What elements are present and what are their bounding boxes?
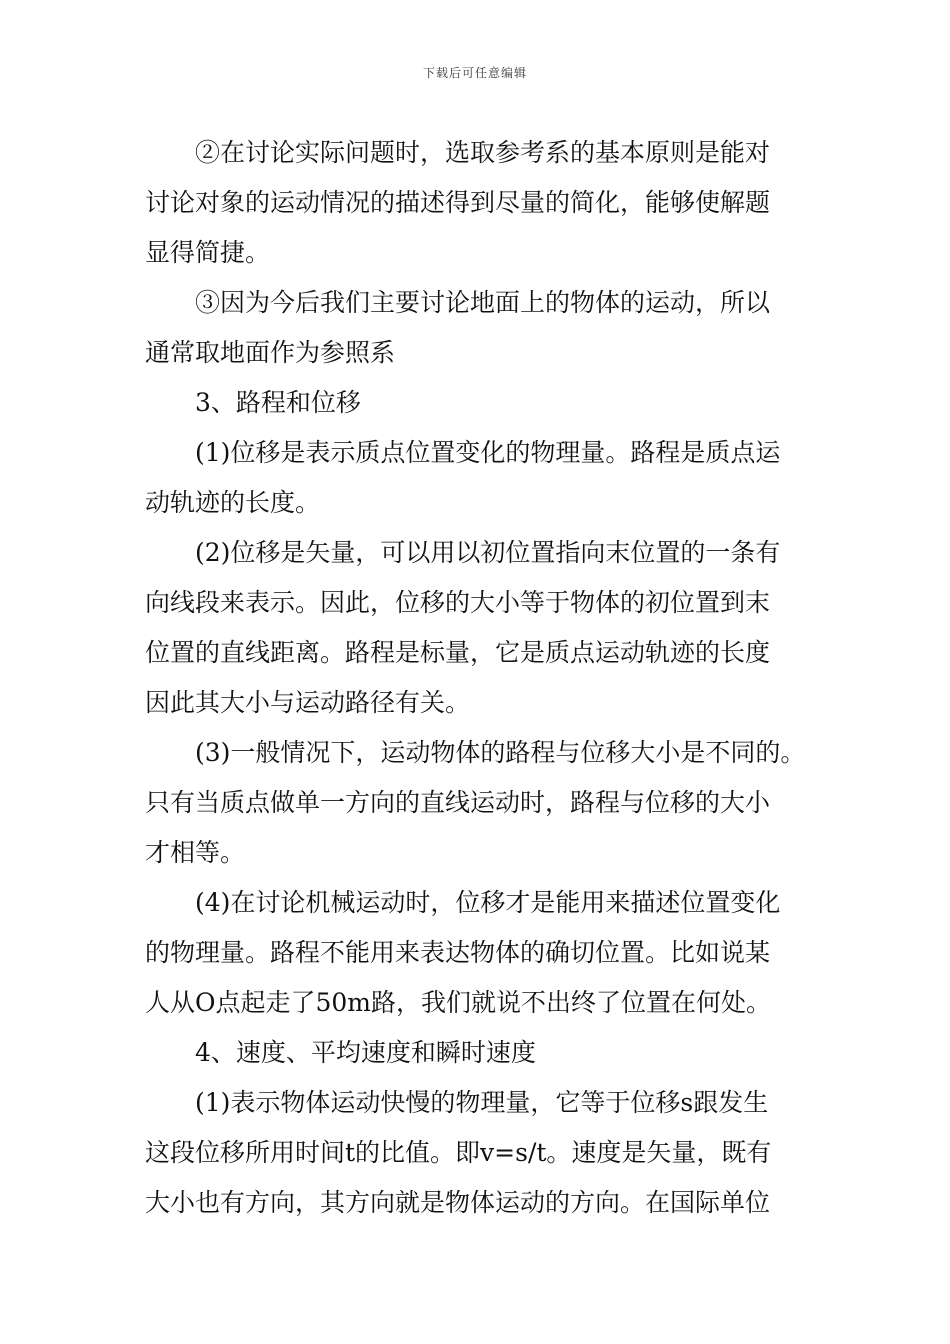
paragraph-velocity-1 bbox=[145, 1078, 810, 1228]
paragraph-displacement-3 bbox=[145, 728, 810, 878]
text-line: 讨论对象的运动情况的描述得到尽量的简化，能够使解题 bbox=[145, 188, 771, 217]
text-line: 通常取地面作为参照系 bbox=[145, 338, 396, 367]
text-line: 大小也有方向，其方向就是物体运动的方向。在国际单位 bbox=[145, 1188, 771, 1217]
text-line: 动轨迹的长度。 bbox=[145, 488, 321, 517]
text-line: 3、路程和位移 bbox=[195, 388, 361, 417]
text-line: (2)位移是矢量，可以用以初位置指向末位置的一条有 bbox=[195, 538, 781, 567]
text-line: (1)位移是表示质点位置变化的物理量。路程是质点运 bbox=[195, 438, 781, 467]
text-line: (1)表示物体运动快慢的物理量，它等于位移s跟发生 bbox=[195, 1088, 769, 1117]
text-line: (3)一般情况下，运动物体的路程与位移大小是不同的。 bbox=[195, 738, 806, 767]
text-line: 4、速度、平均速度和瞬时速度 bbox=[195, 1038, 536, 1067]
section-heading-path-displacement bbox=[145, 378, 810, 428]
page-header: 下载后可任意编辑 bbox=[422, 66, 527, 80]
text-line: 位置的直线距离。路程是标量，它是质点运动轨迹的长度 bbox=[145, 638, 771, 667]
text-line: 的物理量。路程不能用来表达物体的确切位置。比如说某 bbox=[145, 938, 771, 967]
paragraph-reference-frame-principle bbox=[145, 128, 810, 278]
paragraph-ground-reference bbox=[145, 278, 810, 378]
text-line: 显得简捷。 bbox=[145, 238, 271, 267]
text-line: ③因为今后我们主要讨论地面上的物体的运动，所以 bbox=[195, 288, 771, 317]
text-line: 向线段来表示。因此，位移的大小等于物体的初位置到末 bbox=[145, 588, 771, 617]
paragraph-displacement-4 bbox=[145, 878, 810, 1028]
text-line: 因此其大小与运动路径有关。 bbox=[145, 688, 471, 717]
text-line: 这段位移所用时间t的比值。即v=s/t。速度是矢量，既有 bbox=[145, 1138, 772, 1167]
text-line: ②在讨论实际问题时，选取参考系的基本原则是能对 bbox=[195, 138, 771, 167]
text-line: (4)在讨论机械运动时，位移才是能用来描述位置变化 bbox=[195, 888, 781, 917]
paragraph-displacement-1 bbox=[145, 428, 810, 528]
document-body bbox=[145, 128, 810, 1228]
paragraph-displacement-2 bbox=[145, 528, 810, 728]
section-heading-velocity bbox=[145, 1028, 810, 1078]
text-line: 才相等。 bbox=[145, 838, 246, 867]
text-line: 人从O点起走了50m路，我们就说不出终了位置在何处。 bbox=[145, 988, 772, 1017]
text-line: 只有当质点做单一方向的直线运动时，路程与位移的大小 bbox=[145, 788, 771, 817]
